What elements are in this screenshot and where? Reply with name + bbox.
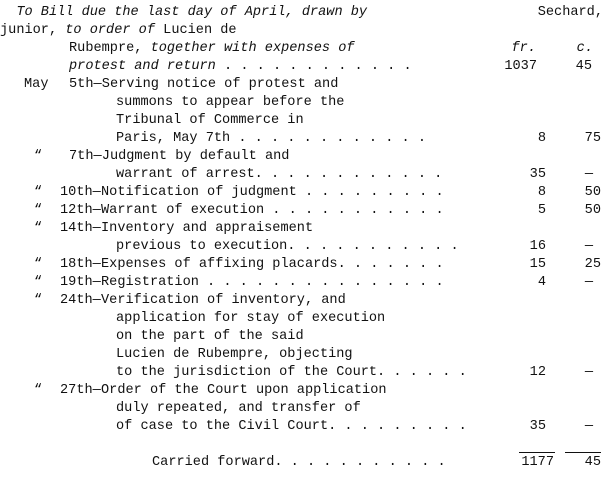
entry-amount-francs: 8: [537, 131, 546, 146]
heading-line-1: [0, 4, 367, 22]
heading-bill-text: To Bill due the last day of April, drawn by: [0, 5, 368, 20]
entry-month: “: [34, 203, 43, 218]
entry-description-line: previous to execution. . . . . . . . . . .: [116, 239, 459, 254]
entry-amount-centimes: —: [584, 275, 593, 290]
entry-amount-francs: 8: [537, 185, 546, 200]
entry-amount-centimes: 25: [584, 257, 601, 272]
entry-description-line: Order of the Court upon application: [101, 383, 387, 398]
entry-day: 19th—: [60, 275, 101, 290]
entry-amount-centimes: —: [584, 365, 593, 380]
entry-month: “: [34, 185, 43, 200]
entry-amount-francs: 12: [529, 365, 546, 380]
column-header-centimes: c.: [576, 41, 593, 56]
entry-amount-francs: 4: [537, 275, 546, 290]
heading-amount-centimes: 45: [575, 59, 592, 74]
heading-junior: junior,: [0, 23, 66, 38]
entry-amount-centimes: 50: [584, 185, 601, 200]
entry-month: “: [34, 221, 43, 236]
entry-day: 12th—: [60, 203, 101, 218]
entry-description-line: summons to appear before the: [116, 95, 345, 110]
entry-description-line: warrant of arrest. . . . . . . . . . . .: [116, 167, 443, 182]
entry-description-line: Notification of judgment . . . . . . . . .: [101, 185, 444, 200]
heading-to-order-of: to order of: [65, 23, 155, 38]
entry-description-line: Verification of inventory, and: [101, 293, 346, 308]
total-label: Carried forward. . . . . . . . . . .: [152, 455, 446, 470]
entry-description-line: Lucien de Rubempre, objecting: [116, 347, 353, 362]
heading-line-2: [0, 22, 237, 40]
entry-description-line: Judgment by default and: [101, 149, 290, 164]
entry-amount-centimes: —: [584, 419, 593, 434]
heading-rubempre: Rubempre,: [69, 41, 151, 56]
heading-amount-francs: 1037: [504, 59, 537, 74]
entry-day: 27th—: [60, 383, 101, 398]
entry-description-line: Warrant of execution . . . . . . . . . . .: [101, 203, 444, 218]
entry-day: 24th—: [60, 293, 101, 308]
total-rule-centimes: [565, 452, 601, 453]
entry-description-line: duly repeated, and transfer of: [116, 401, 361, 416]
total-rule-francs: [519, 452, 555, 453]
entry-month: “: [34, 383, 43, 398]
entry-day: 5th—: [69, 77, 102, 92]
entry-month: “: [34, 293, 43, 308]
heading-leader-dots: . . . . . . . . . . . .: [215, 59, 412, 74]
entry-description-line: on the part of the said: [116, 329, 304, 344]
entry-amount-francs: 35: [529, 419, 546, 434]
heading-lucien: Lucien de: [155, 23, 237, 38]
entry-month: May: [24, 77, 49, 92]
entry-amount-francs: 16: [529, 239, 546, 254]
entry-description-line: Tribunal of Commerce in: [116, 113, 304, 128]
entry-description-line: Expenses of affixing placards. . . . . . .: [101, 257, 444, 272]
entry-description-line: Registration . . . . . . . . . . . . . . .: [101, 275, 444, 290]
heading-line-3: [69, 40, 355, 58]
total-amount-francs: 1177: [521, 455, 554, 470]
column-header-francs: fr.: [511, 41, 536, 56]
entry-amount-francs: 15: [529, 257, 546, 272]
entry-amount-francs: 5: [537, 203, 546, 218]
entry-amount-centimes: —: [584, 239, 593, 254]
entry-amount-francs: 35: [529, 167, 546, 182]
entry-description-line: to the jurisdiction of the Court. . . . . .: [116, 365, 467, 380]
heading-drawer-name: Sechard,: [537, 5, 603, 20]
heading-expenses-text: together with expenses of: [150, 41, 355, 56]
entry-description-line: Serving notice of protest and: [101, 77, 339, 92]
entry-description-line: of case to the Civil Court. . . . . . . . .: [116, 419, 467, 434]
entry-description-line: Paris, May 7th . . . . . . . . . . . .: [116, 131, 426, 146]
entry-description-line: application for stay of execution: [116, 311, 386, 326]
entry-day: 7th—: [69, 149, 102, 164]
entry-description-line: Inventory and appraisement: [101, 221, 314, 236]
entry-day: 14th—: [60, 221, 101, 236]
entry-month: “: [34, 275, 43, 290]
entry-amount-centimes: —: [584, 167, 593, 182]
heading-protest-return: protest and return: [69, 59, 216, 74]
total-amount-centimes: 45: [584, 455, 601, 470]
entry-day: 10th—: [60, 185, 101, 200]
entry-day: 18th—: [60, 257, 101, 272]
entry-month: “: [34, 257, 43, 272]
entry-amount-centimes: 50: [584, 203, 601, 218]
entry-month: “: [34, 149, 43, 164]
entry-amount-centimes: 75: [584, 131, 601, 146]
heading-line-4: [69, 58, 412, 76]
